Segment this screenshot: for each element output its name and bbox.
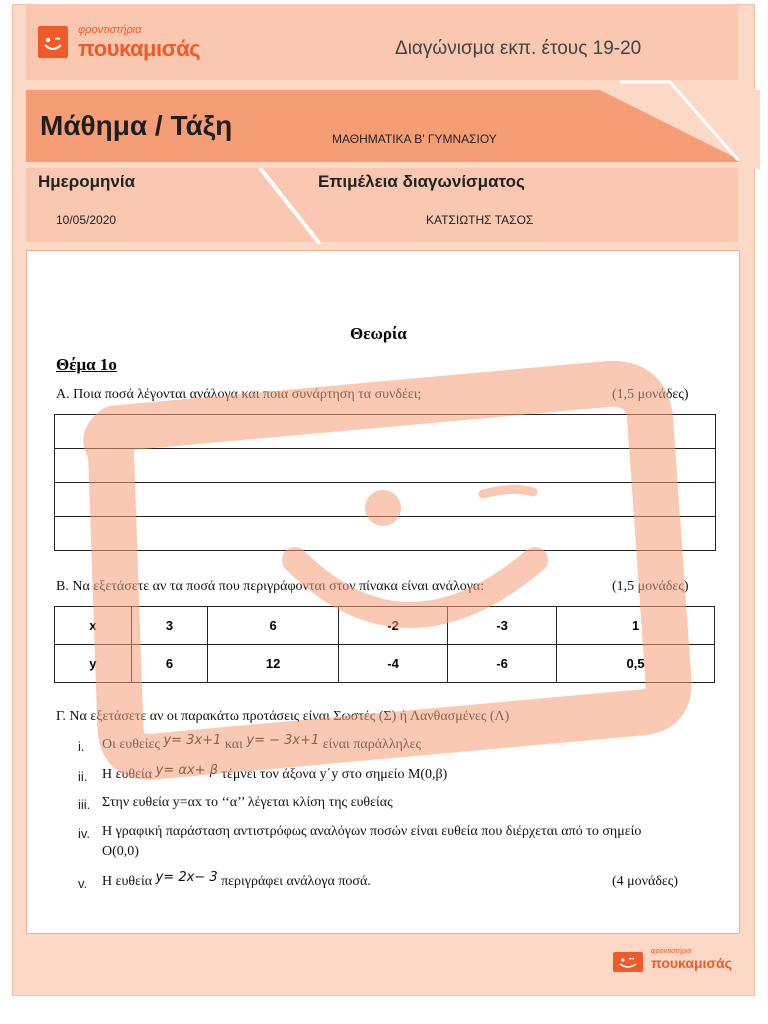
table-cell: 0,5 xyxy=(557,645,715,683)
question-c: Γ. Να εξετάσετε αν οι παρακάτω προτάσεις είναι Σωστές (Σ) ή Λανθασμένες (Λ) xyxy=(56,709,510,724)
table-cell: 1 xyxy=(557,607,715,645)
statement-text: και xyxy=(224,737,243,752)
statement-text: Η ευθεία xyxy=(102,767,153,782)
editor-value: ΚΑΤΣΙΩΤΗΣ ΤΑΣΟΣ xyxy=(426,213,534,227)
statement-iv-line2: Ο(0,0) xyxy=(102,844,139,859)
exam-title: Διαγώνισμα εκπ. έτους 19-20 xyxy=(395,38,642,59)
footer-logo-name: πουκαμισάς xyxy=(651,955,732,971)
table-cell: 12 xyxy=(208,645,339,683)
table-cell: 6 xyxy=(131,645,208,683)
question-a-points: (1,5 μονάδες) xyxy=(612,387,689,402)
answer-line[interactable] xyxy=(55,483,715,517)
question-b-points: (1,5 μονάδες) xyxy=(612,579,689,594)
item-number: iv. xyxy=(78,826,91,841)
equation: y= αx+ β xyxy=(155,763,218,778)
statement-iv-line1: Η γραφική παράσταση αντιστρόφως αναλόγων ποσών είναι ευθεία που διέρχεται από το σημείο xyxy=(102,824,642,839)
footer-logo-tagline: φροντιστήρια xyxy=(651,948,692,955)
bar-decoration xyxy=(560,80,760,170)
table-row xyxy=(55,645,715,683)
equation: y= 3x+1 xyxy=(163,733,222,748)
statement-iii: Στην ευθεία y=αx το ‘‘α’’ λέγεται κλίση της ευθείας xyxy=(102,795,393,810)
statement-v xyxy=(102,870,371,890)
date-label: Ημερομηνία xyxy=(38,172,136,191)
answer-line[interactable] xyxy=(55,415,715,449)
table-cell: -4 xyxy=(339,645,448,683)
smile-logo-icon xyxy=(38,26,68,58)
item-number: iii. xyxy=(78,797,91,812)
statement-text: τέμνει τον άξονα y΄y στο σημείο Μ(0,β) xyxy=(221,767,448,782)
statement-text: Η ευθεία xyxy=(102,874,153,889)
statement-i xyxy=(102,733,422,753)
logo-tagline: φροντιστήρια xyxy=(78,24,142,36)
answer-lines xyxy=(54,414,716,551)
editor-label: Επιμέλεια διαγωνίσματος xyxy=(318,172,525,191)
footer-smile-logo-icon xyxy=(613,952,643,972)
logo-name: πουκαμισάς xyxy=(78,36,201,61)
item-number: ii. xyxy=(78,769,88,784)
y-label-cell: y xyxy=(55,645,132,683)
table-cell: 6 xyxy=(208,607,339,645)
equation: y= − 3x+1 xyxy=(246,733,320,748)
values-table xyxy=(54,606,715,683)
table-cell: -2 xyxy=(339,607,448,645)
date-value: 10/05/2020 xyxy=(56,213,117,227)
question-a: Α. Ποια ποσά λέγονται ανάλογα και ποια συνάρτηση τα συνδέει; xyxy=(56,387,422,402)
table-row xyxy=(55,607,715,645)
answer-line[interactable] xyxy=(55,449,715,483)
equation: y= 2x− 3 xyxy=(155,870,218,885)
subject-value: ΜΑΘΗΜΑΤΙΚΑ Β' ΓΥΜΝΑΣΙΟΥ xyxy=(332,132,497,146)
item-number: v. xyxy=(78,876,88,891)
question-b: Β. Να εξετάσετε αν τα ποσά που περιγράφονται στον πίνακα είναι ανάλογα: xyxy=(56,579,485,594)
x-label-cell: x xyxy=(55,607,132,645)
item-number: i. xyxy=(78,739,85,754)
question-c-points: (4 μονάδες) xyxy=(612,874,679,889)
table-cell: 3 xyxy=(131,607,208,645)
statement-text: Οι ευθείες xyxy=(102,737,160,752)
subject-label: Μάθημα / Τάξη xyxy=(40,110,233,141)
statement-ii xyxy=(102,763,448,783)
answer-line[interactable] xyxy=(55,517,715,550)
table-cell: -3 xyxy=(448,607,557,645)
statement-text: είναι παράλληλες xyxy=(322,737,422,752)
statement-text: περιγράφει ανάλογα ποσά. xyxy=(221,874,371,889)
topic-title: Θέμα 1ο xyxy=(56,355,117,374)
section-title: Θεωρία xyxy=(350,324,407,343)
table-cell: -6 xyxy=(448,645,557,683)
